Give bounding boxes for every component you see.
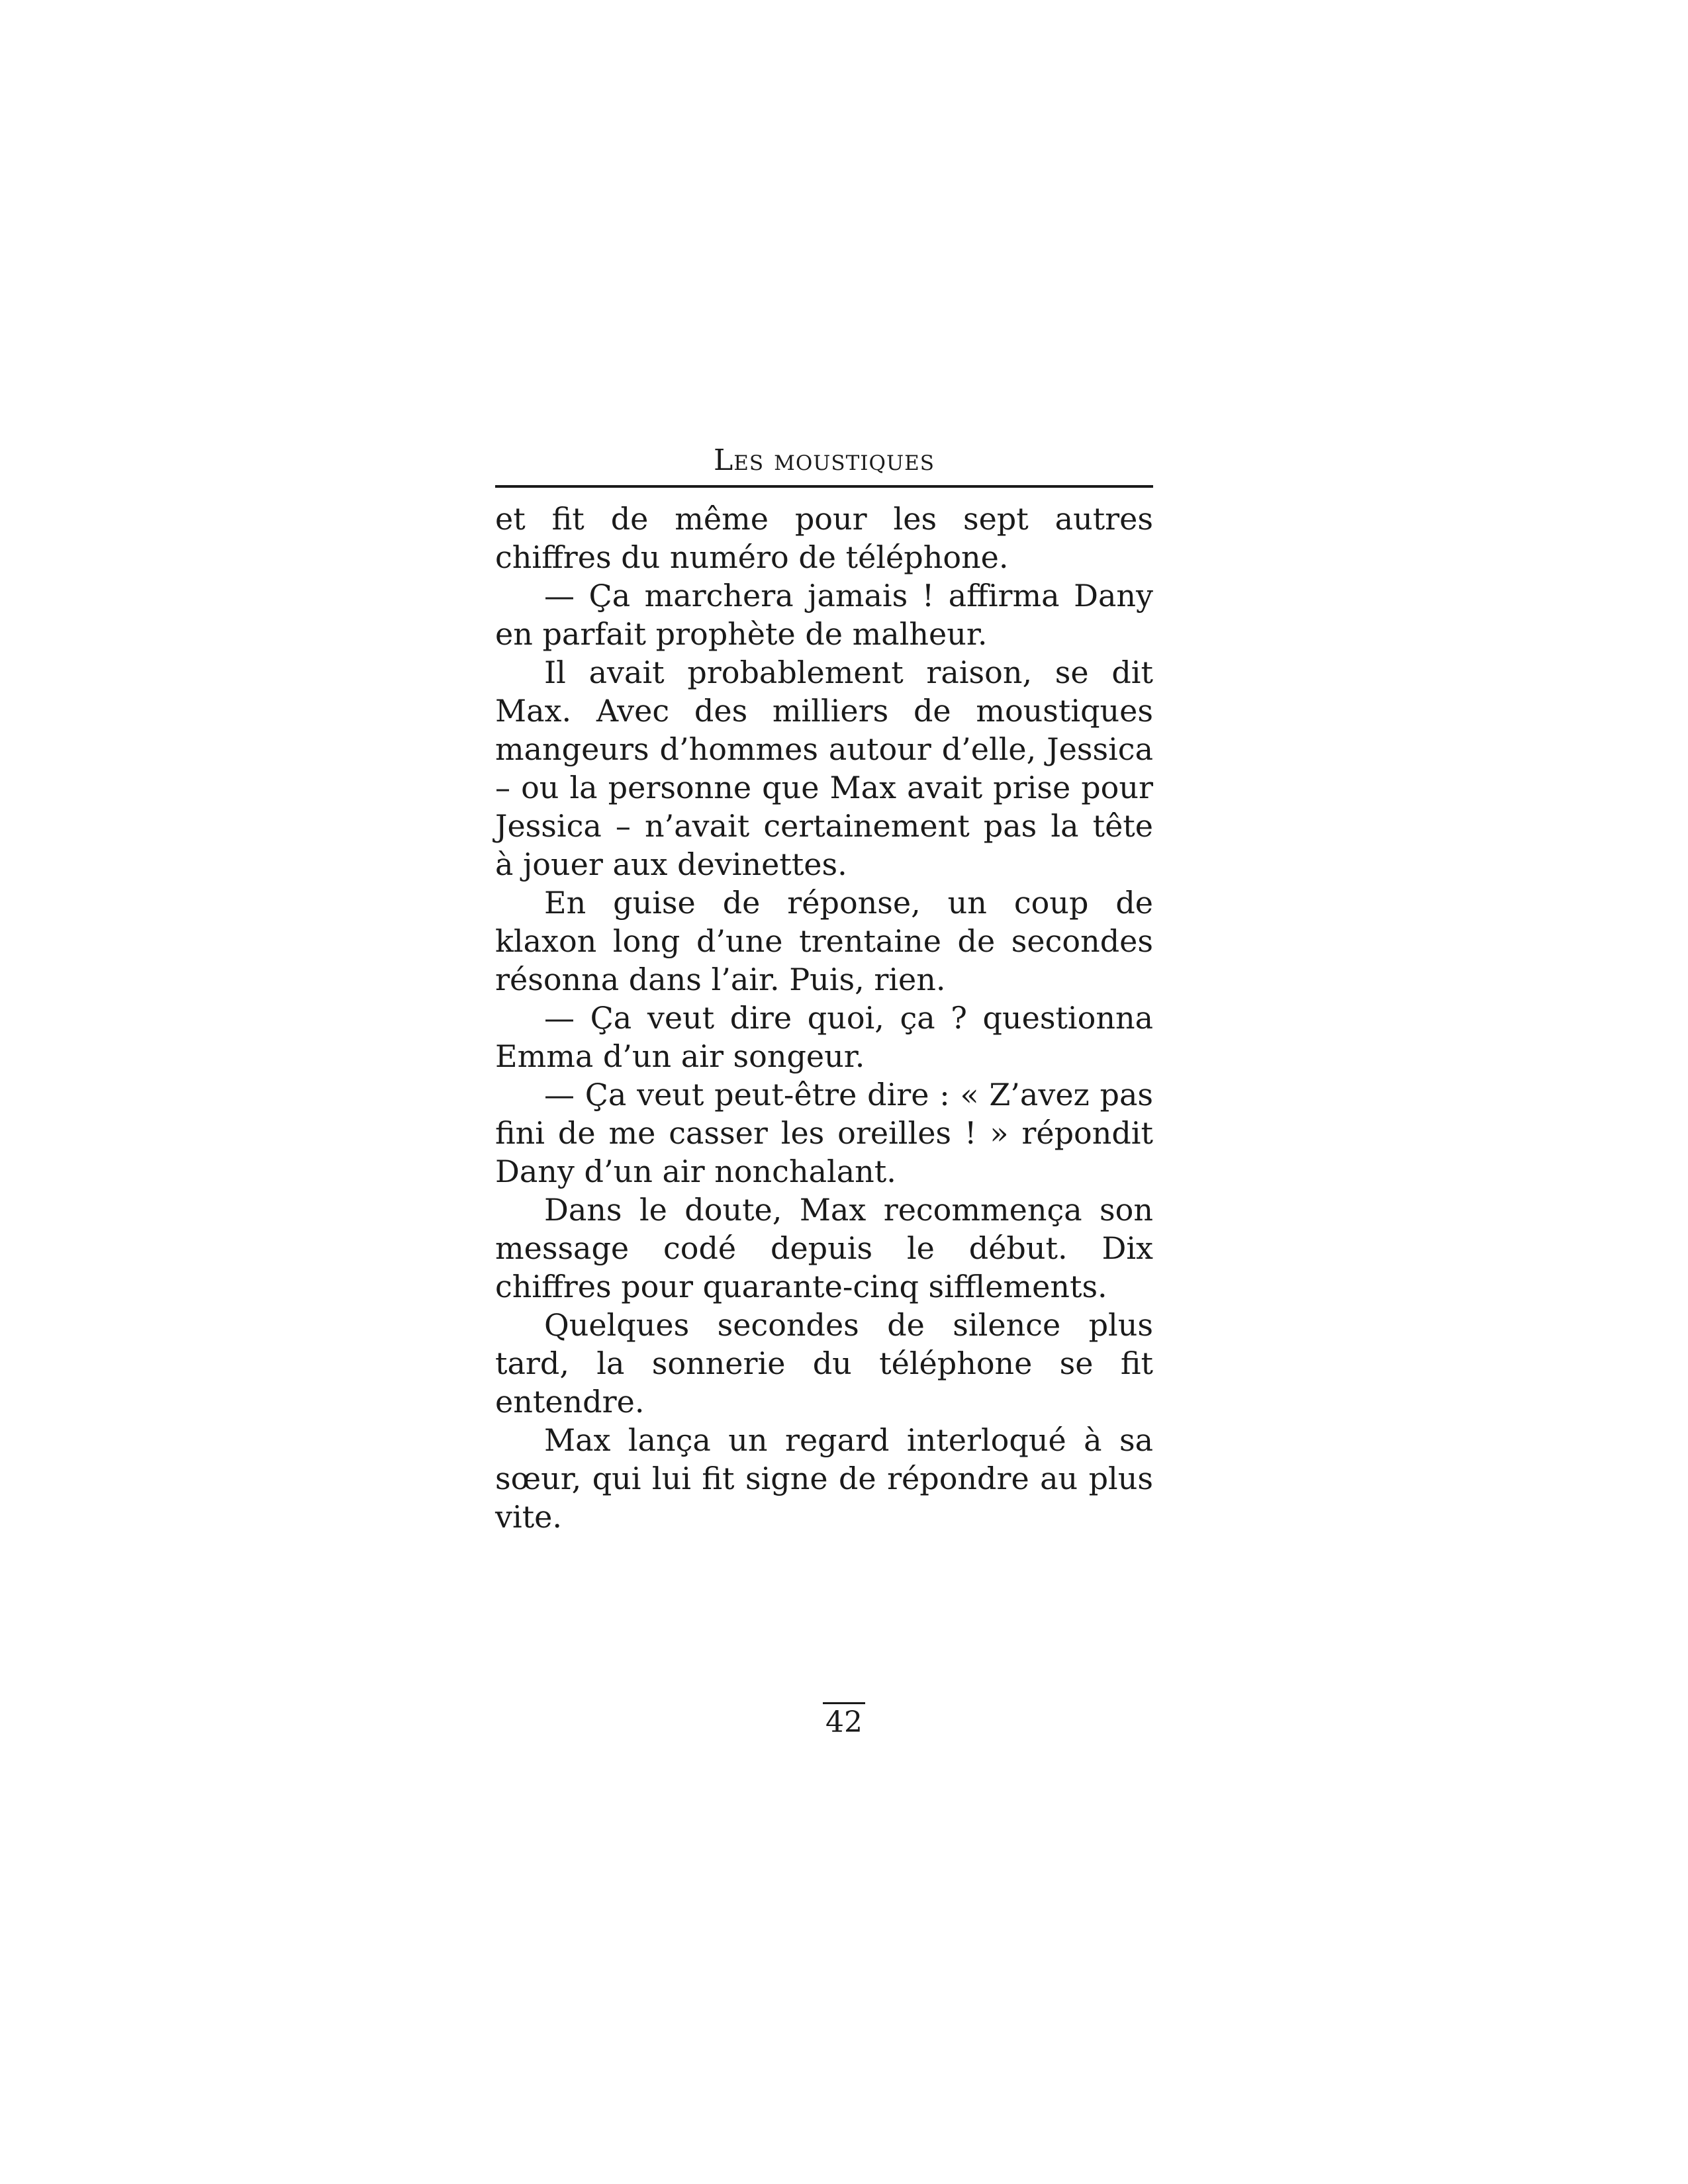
paragraph: En guise de réponse, un coup de klaxon long d’une trentaine de secondes résonna dans l’air. Puis, rien. xyxy=(495,885,1153,997)
paragraph: Dans le doute, Max recommença son message codé depuis le début. Dix chiffres pour quarante-cinq sifflements. xyxy=(495,1192,1153,1304)
paragraph: Max lança un regard interloqué à sa sœur, qui lui fit signe de répondre au plus vite. xyxy=(495,1422,1153,1535)
paragraph: et fit de même pour les sept autres chiffres du numéro de téléphone. xyxy=(495,501,1153,575)
page-number-area xyxy=(0,1702,1688,1741)
running-head xyxy=(495,443,1153,488)
paragraph: — Ça veut peut-être dire : « Z’avez pas fini de me casser les oreilles ! » répondit Dany d’un air nonchalant. xyxy=(495,1077,1153,1189)
paragraph: — Ça veut dire quoi, ça ? questionna Emma d’un air songeur. xyxy=(495,1000,1153,1074)
page-number: 42 xyxy=(823,1702,865,1741)
paragraph: Il avait probablement raison, se dit Max. Avec des milliers de moustiques mangeurs d’hommes autour d’elle, Jessica – ou la personne que Max avait prise pour Jessica – n’avait certainement pas la tête à jouer aux devinettes. xyxy=(495,655,1153,882)
running-head-title: es moustiques xyxy=(733,443,935,477)
page-content xyxy=(495,443,1153,1536)
body-text xyxy=(495,500,1153,1536)
paragraph: — Ça marchera jamais ! affirma Dany en parfait prophète de malheur. xyxy=(495,578,1153,652)
running-head-initial: L xyxy=(714,443,734,477)
paragraph: Quelques secondes de silence plus tard, la sonnerie du téléphone se fit entendre. xyxy=(495,1307,1153,1420)
